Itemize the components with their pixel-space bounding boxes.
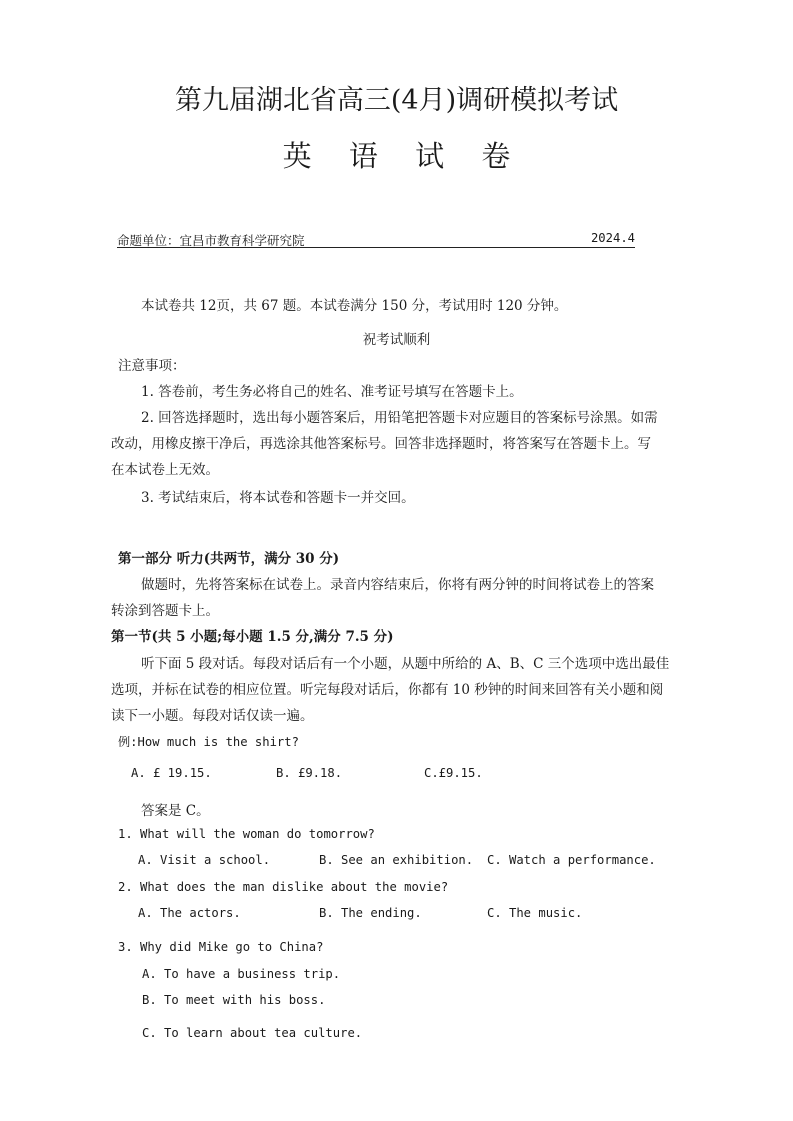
- note-item-2-line-3: 在本试卷上无效。: [111, 462, 219, 478]
- exam-subject-title: 英 语 试 卷: [282, 139, 525, 173]
- question-1-option-b: B. See an exhibition.: [319, 853, 474, 867]
- exam-title: 第九届湖北省高三(4月)调研模拟考试: [174, 85, 619, 116]
- example-question: 例:How much is the shirt?: [118, 735, 299, 749]
- note-item-2-line-1: 2. 回答选择题时，选出每小题答案后，用铅笔把答题卡对应题目的答案标号涂黑。如需: [141, 410, 658, 426]
- question-3-option-b: B. To meet with his boss.: [142, 993, 326, 1007]
- question-3: 3. Why did Mike go to China?: [118, 940, 324, 954]
- example-option-c: C.£9.15.: [424, 766, 483, 780]
- question-2-option-b: B. The ending.: [319, 906, 422, 920]
- question-3-option-a: A. To have a business trip.: [142, 967, 341, 981]
- section1-instruction-line-3: 读下一小题。每段对话仅读一遍。: [111, 708, 314, 724]
- note-item-3: 3. 考试结束后，将本试卷和答题卡一并交回。: [141, 490, 415, 506]
- question-2-option-c: C. The music.: [487, 906, 583, 920]
- notes-heading: 注意事项：: [118, 358, 186, 374]
- example-answer: 答案是 C。: [141, 803, 210, 819]
- example-option-b: B. £9.18.: [276, 766, 343, 780]
- question-2-option-a: A. The actors.: [138, 906, 241, 920]
- paper-summary: 本试卷共 12页，共 67 题。本试卷满分 150 分，考试用时 120 分钟。: [141, 298, 568, 314]
- part1-heading: 第一部分 听力(共两节，满分 30 分): [118, 551, 340, 567]
- issuer-unit: 命题单位：宜昌市教育科学研究院: [117, 233, 305, 248]
- exam-date: 2024.4: [590, 231, 635, 245]
- part1-instruction-line-2: 转涂到答题卡上。: [111, 603, 219, 619]
- section1-instruction-line-2: 选项，并标在试卷的相应位置。听完每段对话后，你都有 10 秒钟的时间来回答有关小题和阅: [111, 682, 664, 698]
- part1-instruction-line-1: 做题时，先将答案标在试卷上。录音内容结束后，你将有两分钟的时间将试卷上的答案: [141, 577, 654, 593]
- note-item-2-line-2: 改动，用橡皮擦干净后，再选涂其他答案标号。回答非选择题时，将答案写在答题卡上。写: [111, 436, 651, 452]
- section1-instruction-line-1: 听下面 5 段对话。每段对话后有一个小题，从题中所给的 A、B、C 三个选项中选出最佳: [141, 656, 670, 672]
- issuer-line: [117, 229, 635, 248]
- question-1-option-c: C. Watch a performance.: [487, 853, 656, 867]
- question-3-option-c: C. To learn about tea culture.: [142, 1026, 363, 1040]
- question-2: 2. What does the man dislike about the movie?: [118, 880, 449, 894]
- section1-heading: 第一节(共 5 小题;每小题 1.5 分,满分 7.5 分): [111, 629, 394, 645]
- note-item-1: 1. 答卷前，考生务必将自己的姓名、准考证号填写在答题卡上。: [141, 384, 523, 400]
- question-1-option-a: A. Visit a school.: [138, 853, 271, 867]
- question-1: 1. What will the woman do tomorrow?: [118, 827, 375, 841]
- example-option-a: A. £ 19.15.: [131, 766, 212, 780]
- good-luck-text: 祝考试顺利: [362, 332, 431, 348]
